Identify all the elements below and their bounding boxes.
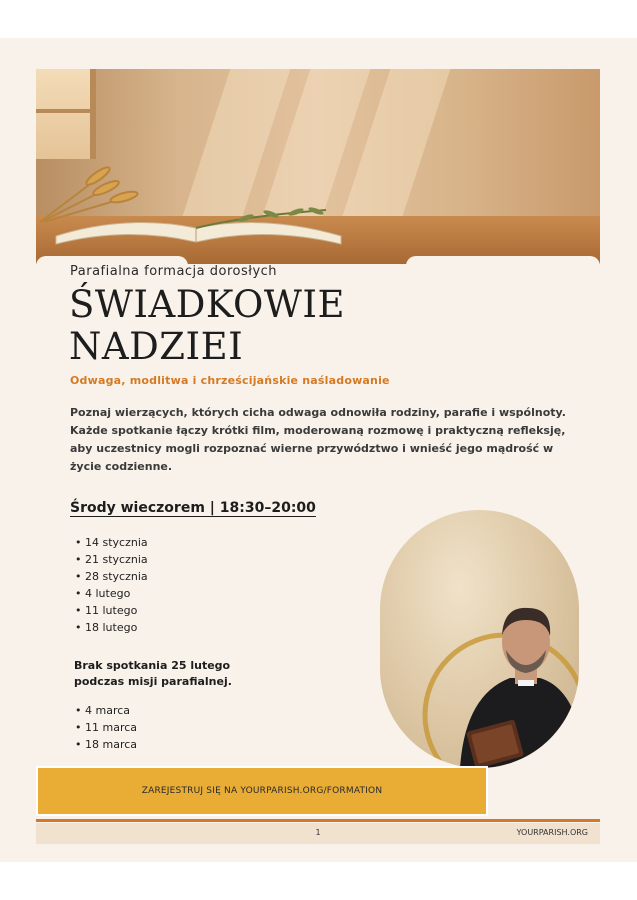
date-item: • 28 stycznia	[75, 568, 148, 585]
tagline: Odwaga, modlitwa i chrześcijańskie naśladowanie	[70, 374, 390, 387]
page-title	[69, 284, 409, 368]
footer	[36, 823, 600, 844]
page-number: 1	[315, 828, 321, 837]
date-item: • 11 lutego	[75, 602, 148, 619]
date-item: • 4 marca	[75, 702, 137, 719]
priest-illustration-icon	[380, 510, 579, 768]
no-meeting-note: Brak spotkania 25 lutego podczas misji parafialnej.	[74, 659, 232, 688]
program-kicker: Parafialna formacja dorosłych	[70, 264, 278, 279]
hero-photo	[36, 69, 600, 264]
title-line-2: NADZIEI	[69, 325, 244, 368]
dates-list-after	[75, 702, 137, 753]
priest-portrait	[380, 510, 579, 768]
open-book-icon	[46, 206, 346, 246]
date-item: • 18 marca	[75, 736, 137, 753]
date-item: • 11 marca	[75, 719, 137, 736]
date-item: • 4 lutego	[75, 585, 148, 602]
date-item: • 14 stycznia	[75, 534, 148, 551]
date-item: • 21 stycznia	[75, 551, 148, 568]
schedule-heading: Środy wieczorem | 18:30–20:00	[70, 500, 316, 516]
flyer-page	[0, 38, 637, 862]
footer-site-link[interactable]: YOURPARISH.ORG	[516, 828, 588, 837]
window-decoration	[36, 69, 96, 159]
title-line-1: ŚWIADKOWIE	[69, 283, 346, 326]
date-item: • 18 lutego	[75, 619, 148, 636]
divider	[36, 819, 600, 822]
intro-paragraph: Poznaj wierzących, których cicha odwaga odnowiła rodziny, parafie i wspólnoty. Każde spotkanie łączy krótki film, moderowaną rozmowę i praktyczną refleksję, aby uczestnicy mogli rozpoznać wierne przywództwo i wnieść jego mądrość w życie codzienne.	[70, 406, 566, 473]
register-button[interactable]: ZAREJESTRUJ SIĘ NA YOURPARISH.ORG/FORMATION	[36, 766, 488, 816]
dates-list-before	[75, 534, 148, 636]
